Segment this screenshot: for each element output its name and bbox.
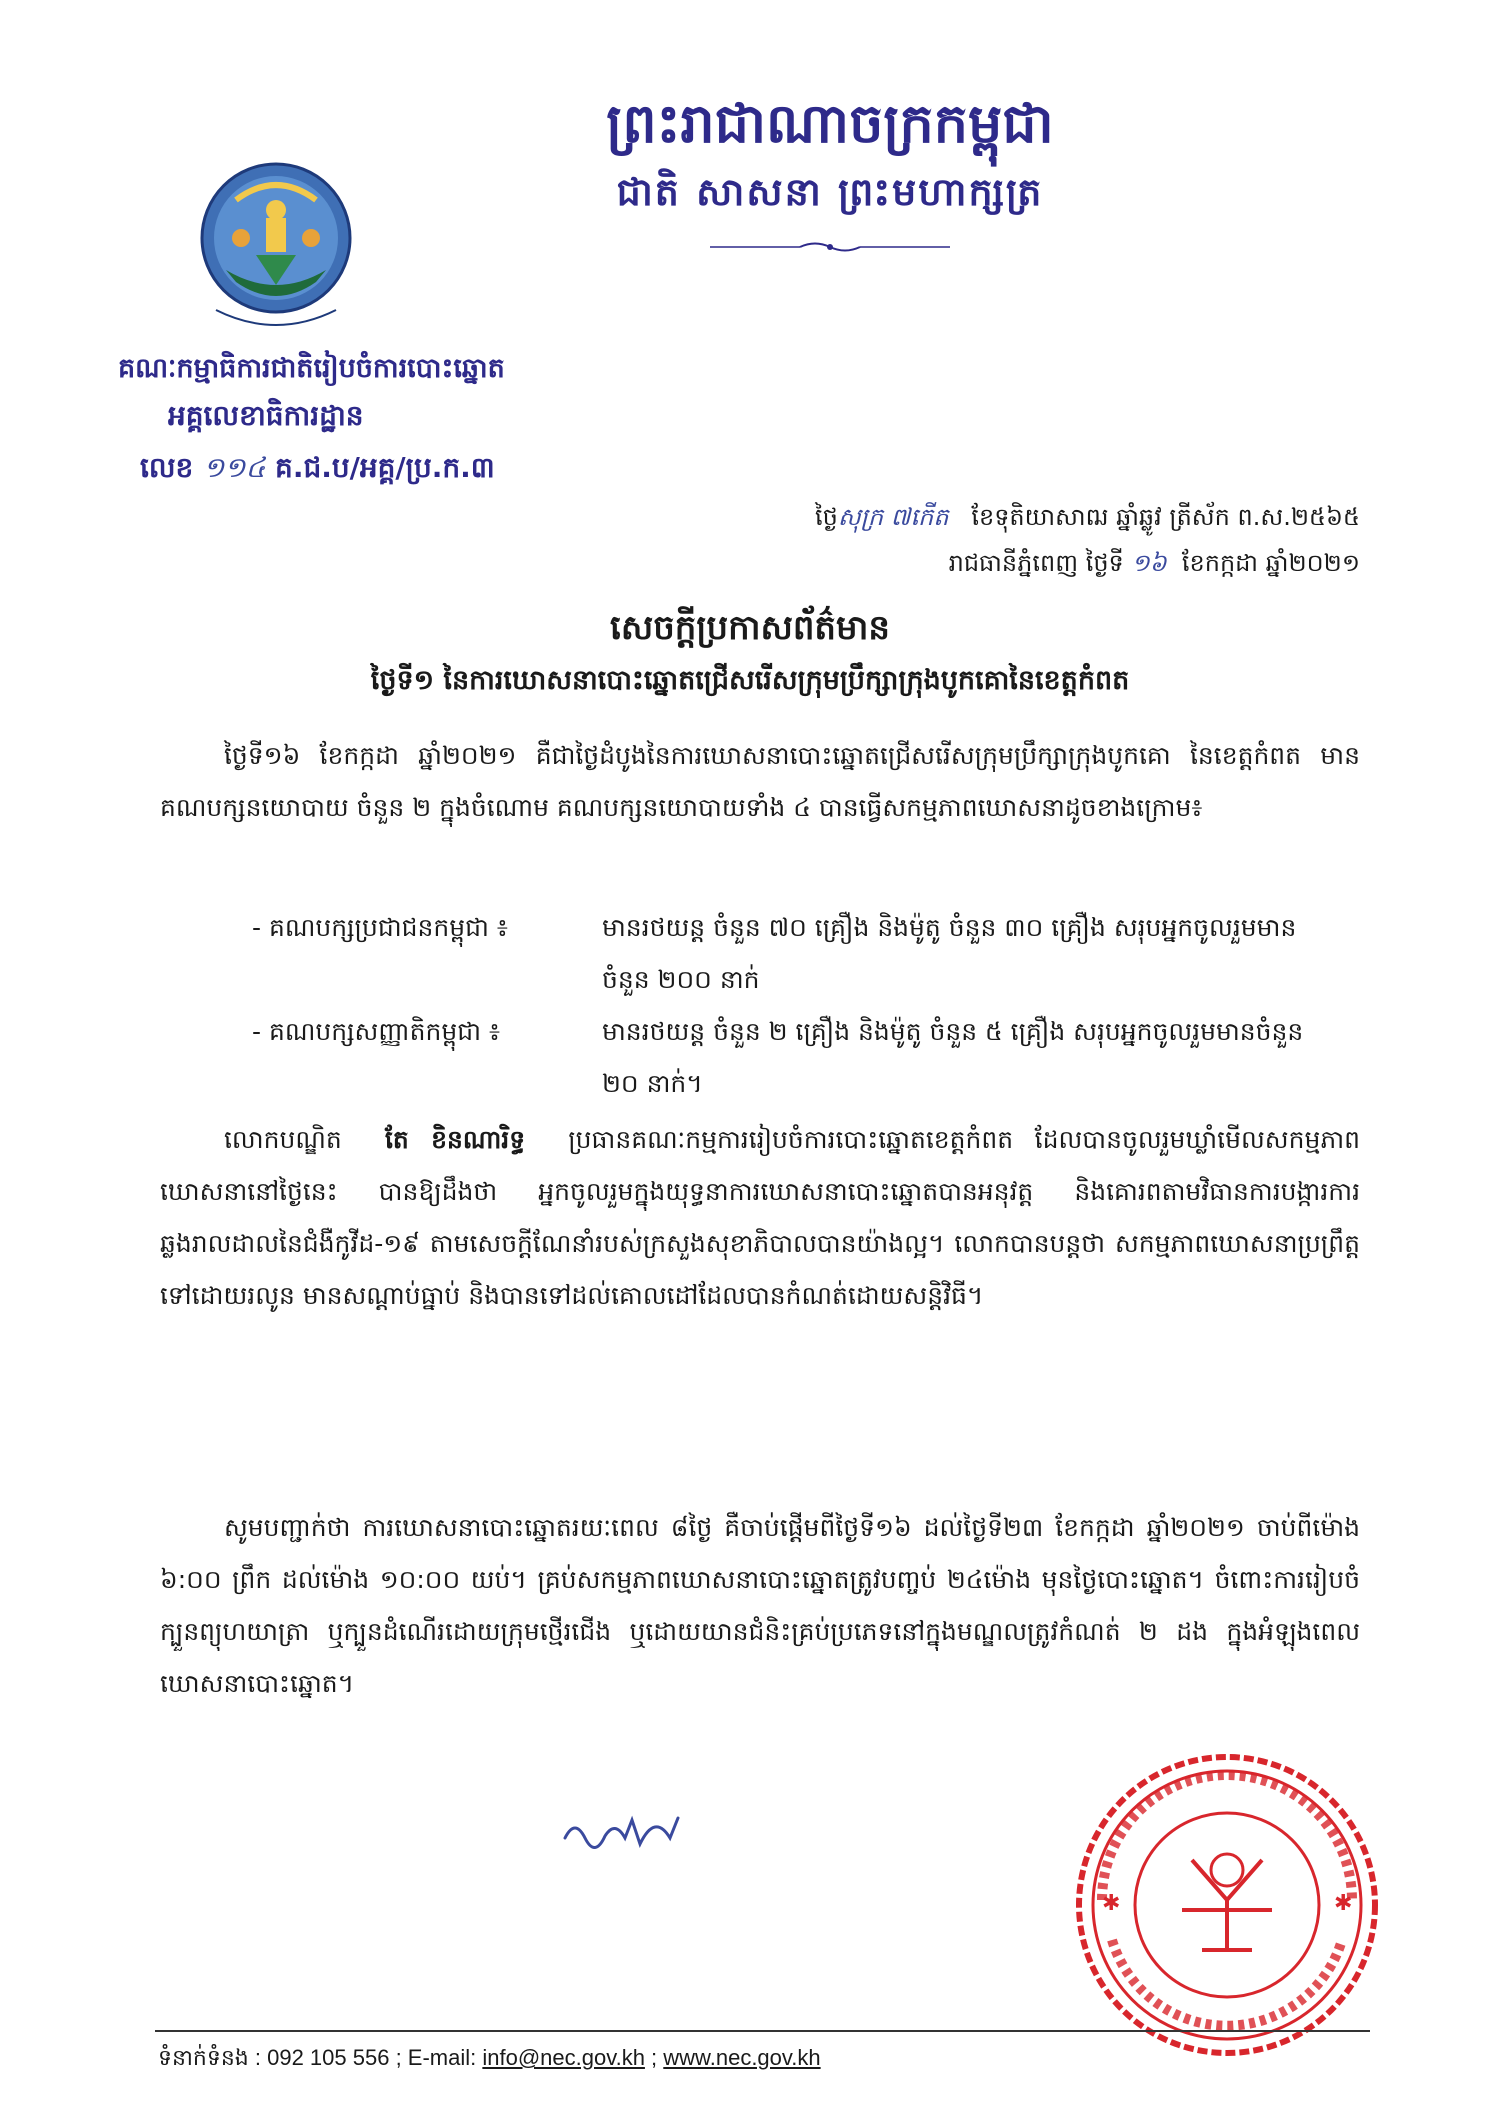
bullet-party: - គណបក្សប្រជាជនកម្ពុជា ៖ xyxy=(252,913,508,942)
ref-number-handwritten: ១១៤ xyxy=(203,451,266,484)
ref-code: គ.ជ.ប/អគ្គ/ប្រ.ក.៣ xyxy=(275,451,495,484)
gregorian-prefix: រាជធានីភ្នំពេញ ថ្ងៃទី xyxy=(948,549,1124,577)
gregorian-day-handwritten: ១៦ xyxy=(1131,549,1167,577)
svg-text:✱: ✱ xyxy=(1102,1891,1121,1916)
kingdom-heading: ព្រះរាជាណាចក្រកម្ពុជា xyxy=(606,92,1054,155)
organization-name: គណៈកម្មាធិការជាតិរៀបចំការបោះឆ្នោត xyxy=(118,353,505,384)
bullet-cpp xyxy=(252,902,1362,1006)
p2-after: ប្រធានគណៈកម្មការរៀបចំការបោះឆ្នោតខេត្តកំពត ដែលបានចូលរួមឃ្លាំមើលសកម្មភាពឃោសនានៅថ្ងៃនេះ បានឱ្យដឹងថា អ្នកចូលរួមក្នុងយុទ្ធនាការឃោសនាបោះឆ្នោតបានអនុវត្ត និងគោរពតាមវិធានការបង្ការការឆ្លងរាលដាលនៃជំងឺកូវីដ-១៩ តាមសេចក្តីណែនាំរបស់ក្រសួងសុខាភិបាលបានយ៉ាងល្អ។ លោកបានបន្តថា សកម្មភាពឃោសនាប្រព្រឹត្តទៅដោយរលូន មានសណ្តាប់ធ្នាប់ និងបានទៅដល់គោលដៅដែលបានកំណត់ដោយសន្តិវិធី។ xyxy=(160,1125,1360,1310)
bullet-desc: មានរថយន្ត ចំនួន ៧០ គ្រឿង និងម៉ូតូ ចំនួន ៣០ គ្រឿង សរុបអ្នកចូលរួមមានចំនួន ២០០ នាក់ xyxy=(602,913,1297,994)
lunar-prefix: ថ្ងៃ xyxy=(814,503,838,531)
footer-contact xyxy=(158,2044,821,2076)
gregorian-rest: ខែកក្កដា ឆ្នាំ២០២១ xyxy=(1181,549,1360,577)
national-motto: ជាតិ សាសនា ព្រះមហាក្សត្រ xyxy=(616,170,1044,214)
department-name: អគ្គលេខាធិការដ្ឋាន xyxy=(168,399,364,432)
bullet-party: - គណបក្សសញ្ញាតិកម្ពុជា ៖ xyxy=(252,1017,500,1046)
official-seal xyxy=(1072,1750,1382,2060)
paragraph-3: សូមបញ្ជាក់ថា ការឃោសនាបោះឆ្នោតរយៈពេល ៨ថ្ងៃ គឺចាប់ផ្តើមពីថ្ងៃទី១៦ ដល់ថ្ងៃទី២៣ ខែកក្កដា ឆ្នាំ២០២១ ចាប់ពីម៉ោង ៦:០០ ព្រឹក ដល់ម៉ោង ១០:០០ យប់។ គ្រប់សកម្មភាពឃោសនាបោះឆ្នោតត្រូវបញ្ចប់ ២៤ម៉ោង មុនថ្ងៃបោះឆ្នោត។ ចំពោះការរៀបចំក្បួនព្យុហយាត្រា ឬក្បួនដំណើរដោយក្រុមថ្មើរជើង ឬដោយយានជំនិះគ្រប់ប្រភេទនៅក្នុងមណ្ឌលត្រូវកំណត់ ២ ដង ក្នុងអំឡុងពេលឃោសនាបោះឆ្នោត។ xyxy=(160,1513,1360,1698)
footer-divider xyxy=(155,2030,1370,2032)
footer-website-link[interactable]: www.nec.gov.kh xyxy=(663,2045,821,2070)
bullet-desc: មានរថយន្ត ចំនួន ២ គ្រឿង និងម៉ូតូ ចំនួន ៥ គ្រឿង សរុបអ្នកចូលរួមមានចំនួន ២០ នាក់។ xyxy=(602,1017,1304,1098)
document-subtitle: ថ្ងៃទី១ នៃការឃោសនាបោះឆ្នោតជ្រើសរើសក្រុមប្រឹក្សាក្រុងបូកគោនៃខេត្តកំពត xyxy=(370,665,1130,696)
bullet-nationality xyxy=(252,1006,1362,1110)
gregorian-date xyxy=(560,548,1360,583)
ornament-divider xyxy=(710,240,950,254)
paragraph-1: ថ្ងៃទី១៦ ខែកក្កដា ឆ្នាំ២០២១ គឺជាថ្ងៃដំបូងនៃការឃោសនាបោះឆ្នោតជ្រើសរើសក្រុមប្រឹក្សាក្រុងបូកគោ នៃខេត្តកំពត មានគណបក្សនយោបាយ ចំនួន ២ ក្នុងចំណោម គណបក្សនយោបាយទាំង ៤ បានធ្វើសកម្មភាពឃោសនាដូចខាងក្រោម៖ xyxy=(160,741,1360,822)
nec-logo xyxy=(186,160,366,340)
footer-separator: ; xyxy=(644,2045,664,2070)
handwritten-initials xyxy=(560,1808,690,1854)
ref-prefix: លេខ xyxy=(140,451,194,484)
svg-text:✱: ✱ xyxy=(1334,1891,1353,1916)
lunar-rest: ខែទុតិយាសាឍ ឆ្នាំឆ្លូវ ត្រីស័ក ព.ស.២៥៦៥ xyxy=(971,503,1360,531)
lunar-date xyxy=(560,502,1360,537)
document-title: សេចក្តីប្រកាសព័ត៌មាន xyxy=(610,608,890,648)
p2-before: លោកបណ្ឌិត xyxy=(224,1125,342,1154)
paragraph-2 xyxy=(160,1114,1360,1322)
p2-name: តែ ខិនណារិទ្ធ xyxy=(384,1125,526,1154)
footer-email-link[interactable]: info@nec.gov.kh xyxy=(482,2045,645,2070)
lunar-day-handwritten: សុក្រ ៧កើត xyxy=(837,503,949,531)
reference-number xyxy=(140,450,495,491)
footer-contact-label: ទំនាក់ទំនង : 092 105 556 ; E-mail: xyxy=(158,2045,483,2070)
